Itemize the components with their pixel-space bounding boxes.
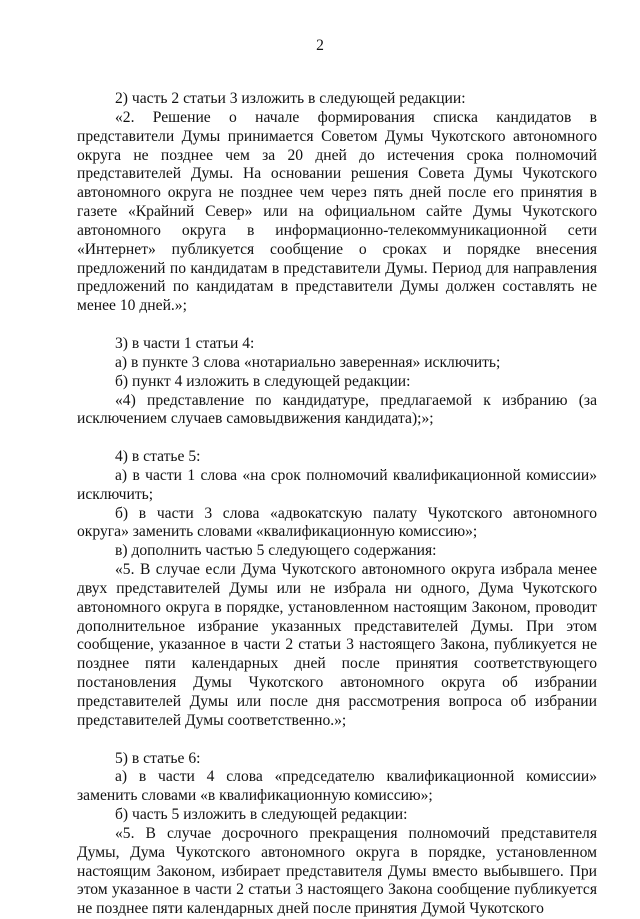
paragraph: 3) в части 1 статьи 4: bbox=[115, 334, 255, 352]
paragraph: 5) в статье 6: bbox=[115, 749, 201, 767]
page-number: 2 bbox=[316, 37, 324, 54]
paragraph-spacer bbox=[77, 429, 597, 448]
paragraph: а) в пункте 3 слова «нотариально заверенная» исключить; bbox=[115, 353, 501, 371]
paragraph: а) в части 4 слова «председателю квалификационной комиссии» заменить словами «в квалификационную комиссию»; bbox=[77, 768, 597, 805]
paragraph-spacer bbox=[77, 731, 597, 750]
paragraph: б) пункт 4 изложить в следующей редакции: bbox=[115, 372, 411, 390]
paragraph: б) часть 5 изложить в следующей редакции: bbox=[115, 806, 408, 824]
paragraph: 4) в статье 5: bbox=[115, 448, 201, 466]
paragraph: «5. В случае досрочного прекращения полномочий представителя Думы, Дума Чукотского автономного округа в порядке, установленном настоящим Законом, избирает представителя Думы вместо выбывшего. При этом указанное в части 2 статьи 3 настоящего Закона сообщение публикуется не позднее пяти календарных дней после принятия Думой Чукотского bbox=[77, 824, 597, 918]
paragraph: а) в части 1 слова «на срок полномочий квалификационной комиссии» исключить; bbox=[77, 466, 597, 503]
paragraph: 2) часть 2 статьи 3 изложить в следующей редакции: bbox=[115, 90, 466, 107]
paragraph: «2. Решение о начале формирования списка кандидатов в представители Думы принимается Советом Думы Чукотского автономного округа не позднее чем за 20 дней до истечения срока полномочий представителей Думы. На основании решения Совета Думы Чукотского автономного округа не позднее чем через пять дней после его принятия в газете «Крайний Север» или на официальном сайте Думы Чукотского автономного округа в информационно-телекоммуникационной сети «Интернет» публикуется сообщение о сроках и порядке внесения предложений по кандидатам в представители Думы. Период для направления предложений по кандидатам в представители Думы должен составлять не менее 10 дней.»; bbox=[77, 108, 597, 315]
paragraph-spacer bbox=[77, 316, 597, 335]
paragraph: б) в части 3 слова «адвокатскую палату Чукотского автономного округа» заменить словами «квалификационную комиссию»; bbox=[77, 504, 597, 541]
paragraph: «5. В случае если Дума Чукотского автономного округа избрала менее двух представителей Думы или не избрала ни одного, Дума Чукотского автономного округа в порядке, установленном настоящим Законом, проводит дополнительное избрание указанных представителей Думы. При этом сообщение, указанное в части 2 статьи 3 настоящего Закона, публикуется не позднее пяти календарных дней после принятия соответствующего постановления Думы Чукотского автономного округа об избрании представителей Думы или после дня рассмотрения вопроса об избрании представителей Думы соответственно.»; bbox=[77, 561, 597, 729]
document-body bbox=[77, 90, 597, 919]
paragraph: «4) представление по кандидатуре, предлагаемой к избранию (за исключением случаев самовыдвижения кандидата);»; bbox=[77, 391, 597, 428]
paragraph: в) дополнить частью 5 следующего содержания: bbox=[115, 542, 437, 560]
